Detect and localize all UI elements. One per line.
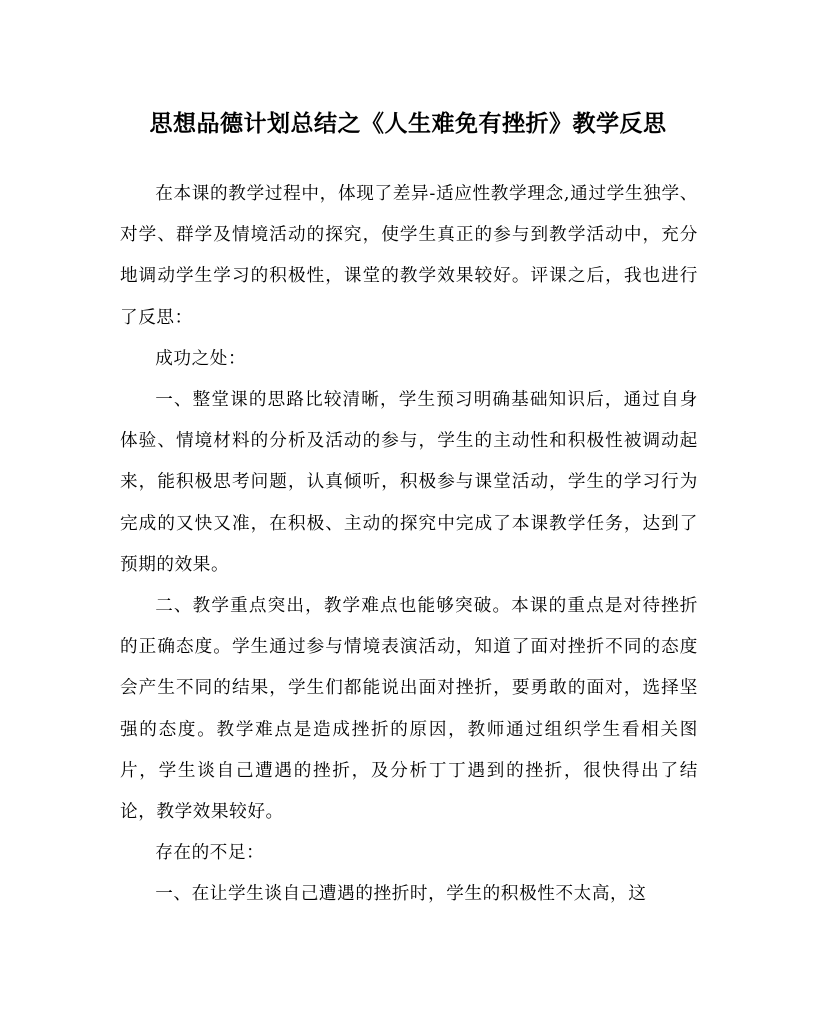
- paragraph-shortcomings-heading: 存在的不足：: [155, 843, 265, 864]
- paragraph-success-2: 二、教学重点突出，教学难点也能够突破。本课的重点是对待挫折的正确态度。学生通过参与情境表演活动，知道了面对挫折不同的态度会产生不同的结果，学生们都能说出面对挫折，要勇敢的面对，选择坚强的态度。教学难点是造成挫折的原因，教师通过组织学生看相关图片，学生谈自己遭遇的挫折，及分析丁丁遇到的挫折，很快得出了结论，教学效果较好。: [120, 596, 698, 823]
- paragraph-shortcoming-1: 一、在让学生谈自己遭遇的挫折时，学生的积极性不太高，这: [155, 884, 647, 905]
- paragraph-intro: 在本课的教学过程中，体现了差异-适应性教学理念,通过学生独学、对学、群学及情境活动的探究，使学生真正的参与到教学活动中，充分地调动学生学习的积极性，课堂的教学效果较好。评课之后，我也进行了反思：: [120, 184, 698, 328]
- paragraph-successes-heading: 成功之处：: [155, 348, 247, 369]
- document-body: [120, 174, 698, 916]
- document-title: 思想品德计划总结之《人生难免有挫折》教学反思: [149, 110, 667, 137]
- paragraph-success-1: 一、整堂课的思路比较清晰，学生预习明确基础知识后，通过自身体验、情境材料的分析及活动的参与，学生的主动性和积极性被调动起来，能积极思考问题，认真倾听，积极参与课堂活动，学生的学习行为完成的又快又准，在积极、主动的探究中完成了本课教学任务，达到了预期的效果。: [120, 390, 698, 575]
